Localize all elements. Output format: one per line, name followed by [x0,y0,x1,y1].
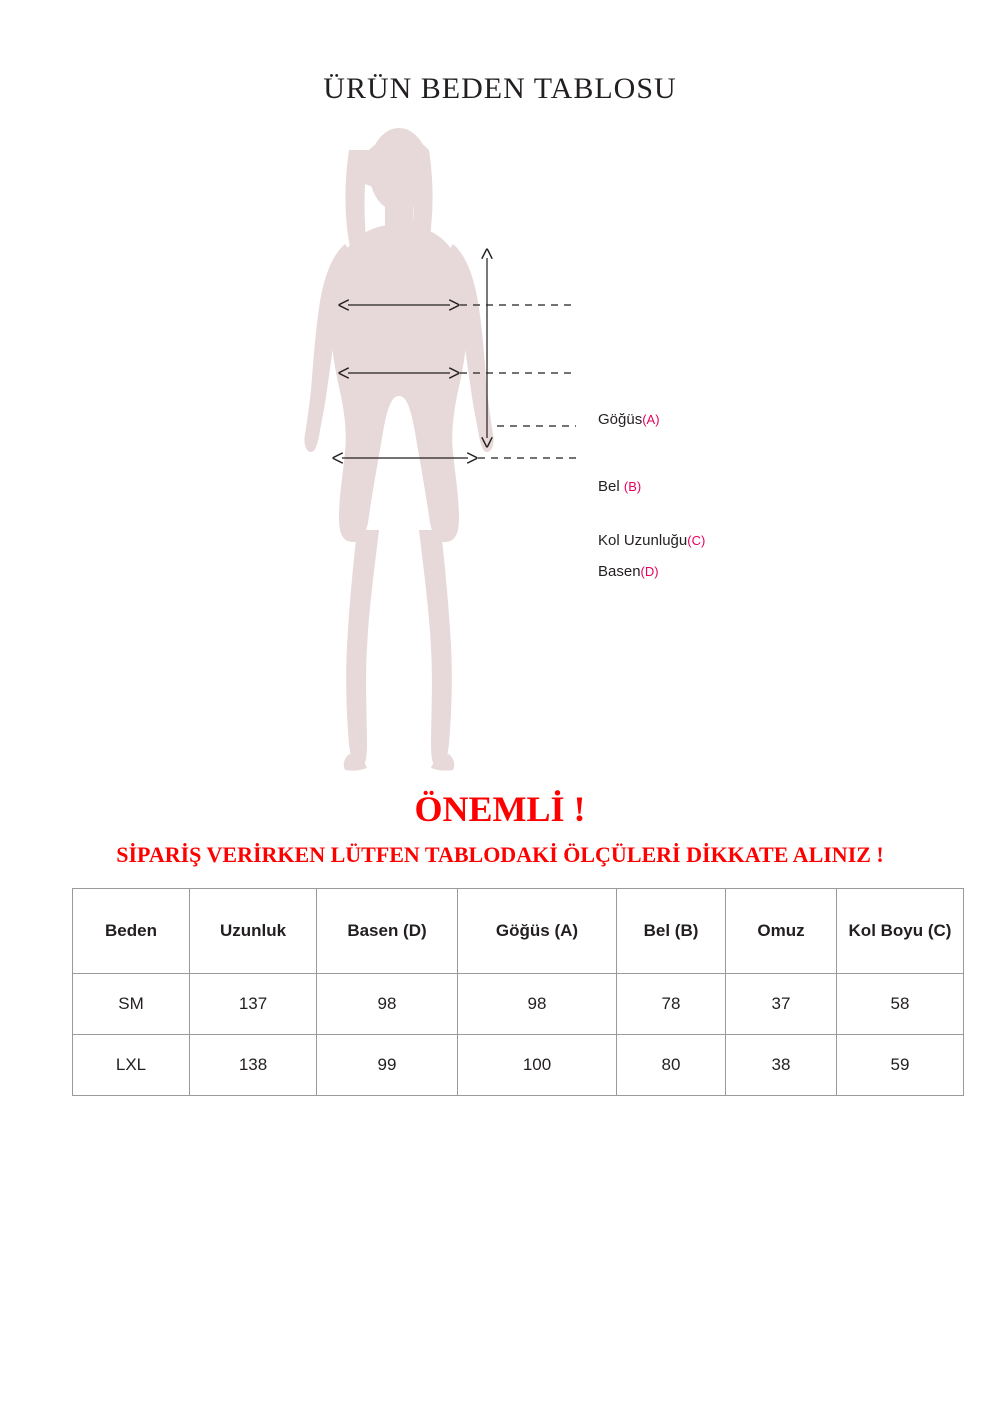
size-table [72,888,964,1096]
cell-kol-boyu: 58 [837,974,964,1035]
callout-basen-code: (D) [640,564,659,579]
col-header-uzunluk: Uzunluk [190,889,317,974]
cell-uzunluk: 138 [190,1035,317,1096]
cell-gogus: 100 [458,1035,617,1096]
callout-basen-label: Basen [598,563,641,580]
female-body-silhouette-icon [0,120,1000,780]
callout-kol-uzunlugu [598,532,705,549]
callout-bel [598,478,641,495]
callout-kol-code: (C) [687,533,706,548]
cell-uzunluk: 137 [190,974,317,1035]
callout-gogus [598,411,660,428]
cell-bel: 80 [617,1035,726,1096]
cell-beden: SM [73,974,190,1035]
col-header-gogus: Göğüs (A) [458,889,617,974]
important-subline: SİPARİŞ VERİRKEN LÜTFEN TABLODAKİ ÖLÇÜLERİ DİKKATE ALINIZ ! [116,842,884,867]
col-header-kol-boyu: Kol Boyu (C) [837,889,964,974]
callout-basen [598,563,659,580]
col-header-beden: Beden [73,889,190,974]
table-row [73,1035,964,1096]
col-header-bel: Bel (B) [617,889,726,974]
callout-bel-label: Bel [598,478,624,495]
callout-gogus-code: (A) [642,412,660,427]
cell-basen: 99 [317,1035,458,1096]
callout-bel-code: (B) [623,479,642,494]
size-figure [0,120,1000,780]
cell-omuz: 38 [726,1035,837,1096]
cell-bel: 78 [617,974,726,1035]
page-title: ÜRÜN BEDEN TABLOSU [323,72,677,105]
cell-kol-boyu: 59 [837,1035,964,1096]
cell-omuz: 37 [726,974,837,1035]
cell-beden: LXL [73,1035,190,1096]
col-header-omuz: Omuz [726,889,837,974]
important-headline: ÖNEMLİ ! [414,789,586,829]
table-row [73,974,964,1035]
table-header-row [73,889,964,974]
callout-kol-label: Kol Uzunluğu [598,532,688,549]
cell-basen: 98 [317,974,458,1035]
col-header-basen: Basen (D) [317,889,458,974]
cell-gogus: 98 [458,974,617,1035]
callout-gogus-label: Göğüs [598,411,643,428]
